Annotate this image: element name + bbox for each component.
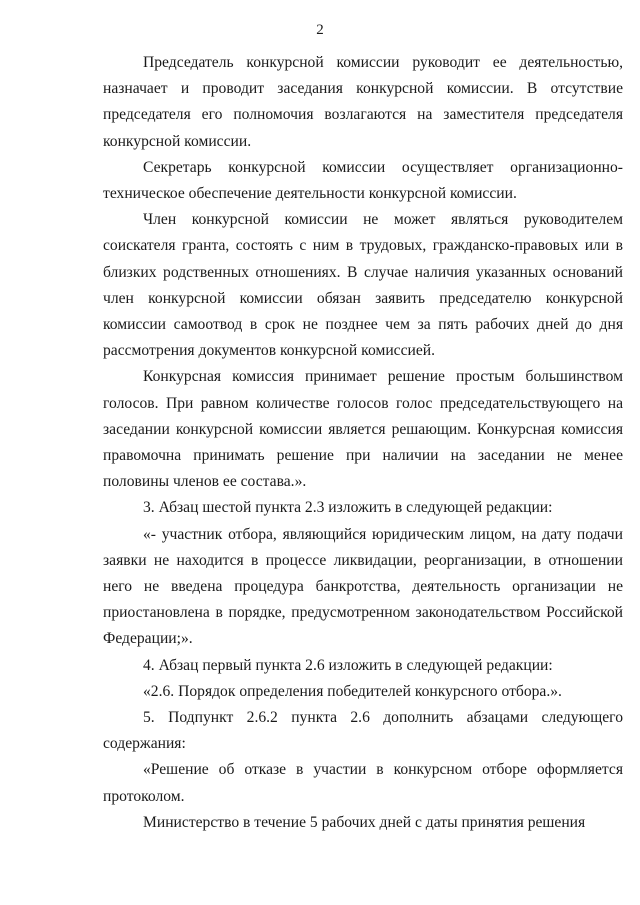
paragraph-item-3: 3. Абзац шестой пункта 2.3 изложить в следующей редакции: bbox=[143, 499, 553, 517]
paragraph-item-5: 5. Подпункт 2.6.2 пункта 2.6 дополнить абзацами следующего содержания: bbox=[103, 709, 623, 753]
paragraph-member: Член конкурсной комиссии не может являться руководителем соискателя гранта, состоять с ним в трудовых, гражданско-правовых или в близких родственных отношениях. В случае наличия указанных оснований член конкурсной комиссии обязан заявить председателю конкурсной комиссии самоотвод в срок не позднее чем за пять рабочих дней до дня рассмотрения документов конкурсной комиссией. bbox=[103, 211, 623, 360]
paragraph-chairman: Председатель конкурсной комиссии руководит ее деятельностью, назначает и проводит заседания конкурсной комиссии. В отсутствие председателя его полномочия возлагаются на заместителя председателя конкурсной комиссии. bbox=[103, 54, 623, 150]
paragraph-participant: «- участник отбора, являющийся юридическим лицом, на дату подачи заявки не находится в процессе ликвидации, реорганизации, в отношении него не введена процедура банкротства, деятельность организации не приостановлена в порядке, предусмотренном законодательством Российской Федерации;». bbox=[103, 525, 623, 648]
paragraph-ministry: Министерство в течение 5 рабочих дней с даты принятия решения bbox=[143, 813, 586, 831]
paragraph-item-4: 4. Абзац первый пункта 2.6 изложить в следующей редакции: bbox=[143, 656, 553, 674]
document-body bbox=[103, 50, 623, 836]
paragraph-decision: Конкурсная комиссия принимает решение простым большинством голосов. При равном количестве голосов голос председательствующего на заседании конкурсной комиссии является решающим. Конкурсная комиссия правомочна принимать решение при наличии на заседании не менее половины членов ее состава.». bbox=[103, 368, 623, 491]
paragraph-section-2-6: «2.6. Порядок определения победителей конкурсного отбора.». bbox=[143, 682, 562, 700]
paragraph-refusal: «Решение об отказе в участии в конкурсном отборе оформляется протоколом. bbox=[103, 761, 623, 805]
paragraph-secretary: Секретарь конкурсной комиссии осуществляет организационно-техническое обеспечение деятельности конкурсной комиссии. bbox=[103, 158, 623, 203]
page-number: 2 bbox=[316, 22, 324, 38]
